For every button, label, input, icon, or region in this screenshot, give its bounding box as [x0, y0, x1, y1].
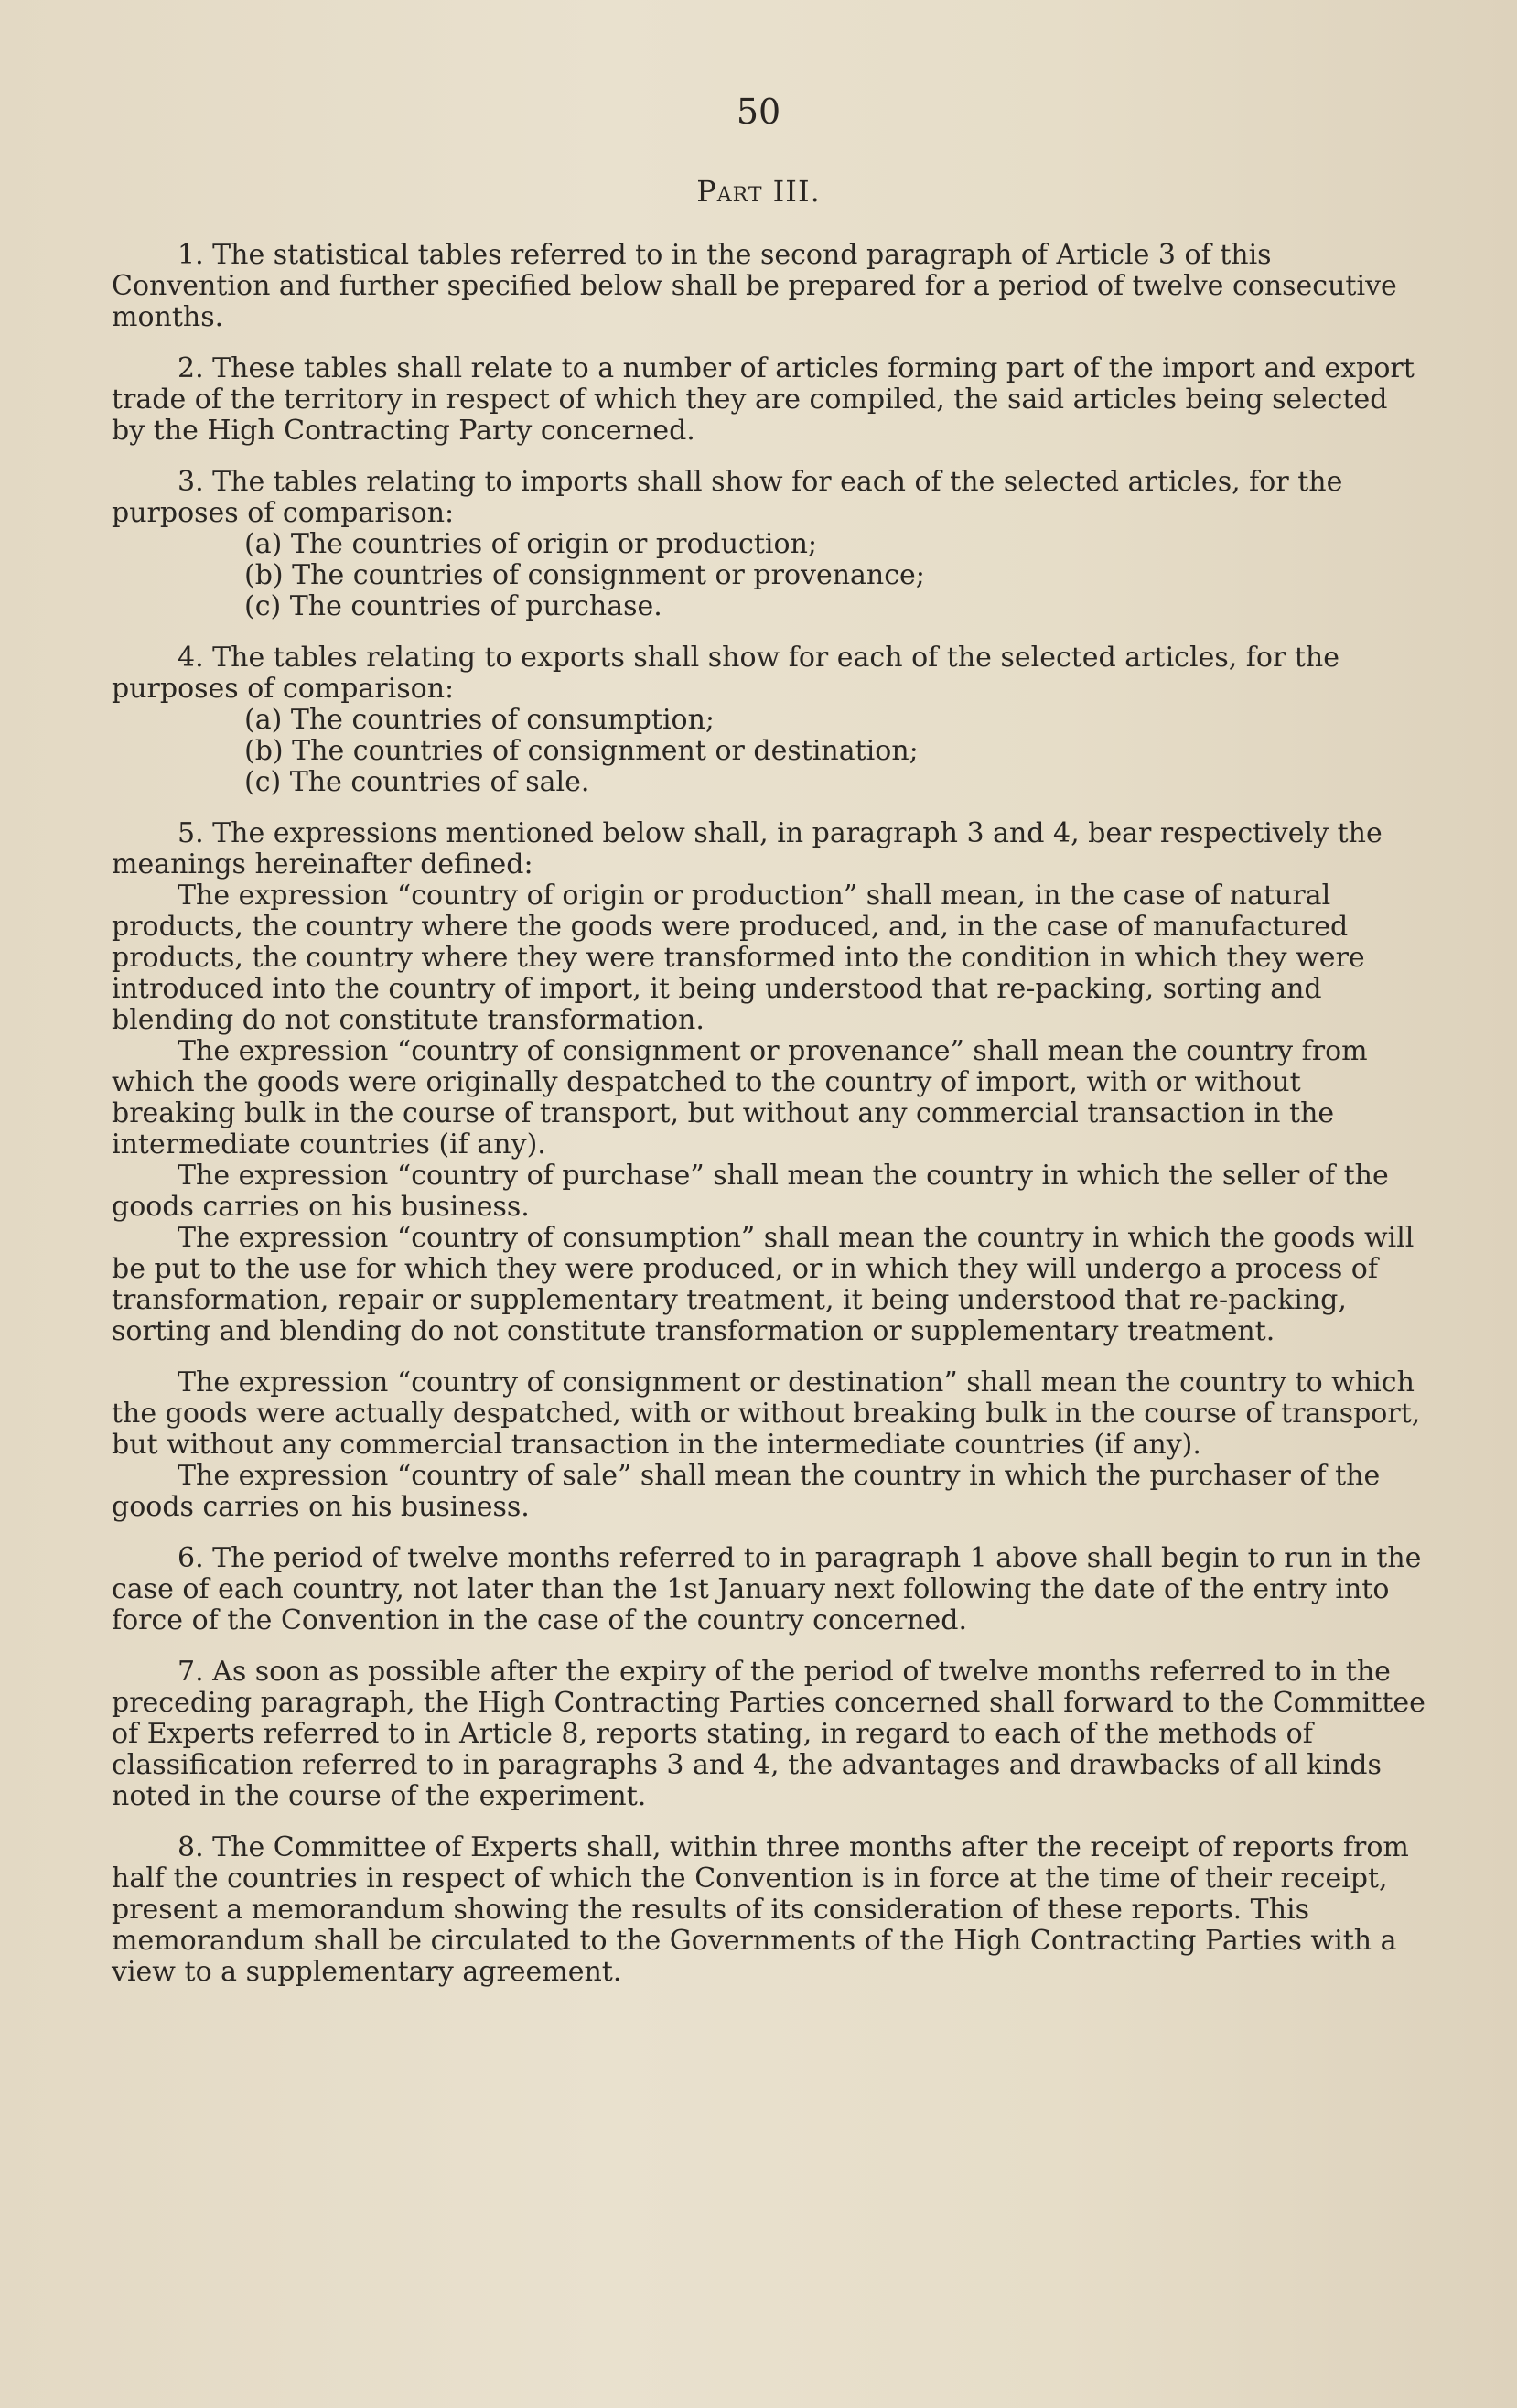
- definition-purchase: The expression “country of purchase” shall mean the country in which the seller of the goods carries on his business.: [112, 1160, 1389, 1223]
- paragraph-4-item-c: (c) The countries of sale.: [244, 766, 590, 798]
- definition-provenance: The expression “country of consignment or provenance” shall mean the country from which the goods were originally despatched to the country of import, with or without breaking bulk in the course of transport, but without any commercial transaction in the intermediate countries (if any).: [112, 1035, 1368, 1161]
- paragraph-3-item-c: (c) The countries of purchase.: [244, 590, 662, 622]
- paragraph-7: 7. As soon as possible after the expiry of the period of twelve months referred to in the preceding paragraph, the High Contracting Parties concerned shall forward to the Committee of Experts referred to in Article 8, reports stating, in regard to each of the methods of classification referred to in paragraphs 3 and 4, the advantages and drawbacks of all kinds noted in the course of the experiment.: [112, 1656, 1426, 1812]
- paragraph-3-item-a: (a) The countries of origin or production;: [244, 528, 818, 560]
- paragraph-4: 4. The tables relating to exports shall show for each of the selected articles, for the purposes of comparison:: [112, 642, 1339, 705]
- paragraph-4-item-b: (b) The countries of consignment or destination;: [244, 735, 919, 767]
- paragraph-4-item-a: (a) The countries of consumption;: [244, 704, 715, 736]
- definition-sale: The expression “country of sale” shall mean the country in which the purchaser of the goods carries on his business.: [112, 1460, 1381, 1523]
- paragraph-6: 6. The period of twelve months referred to in paragraph 1 above shall begin to run in the case of each country, not later than the 1st January next following the date of the entry into force of the Convention in the case of the country concerned.: [112, 1542, 1422, 1636]
- paragraph-1: 1. The statistical tables referred to in the second paragraph of Article 3 of this Convention and further specified below shall be prepared for a period of twelve consecutive months.: [112, 239, 1397, 333]
- page-number: 50: [736, 92, 781, 132]
- definition-consumption: The expression “country of consumption” shall mean the country in which the goods will be put to the use for which they were produced, or in which they will undergo a process of transformation, repair or supplementary treatment, it being understood that re-packing, sorting and blending do not constitute transformation or supplementary treatment.: [112, 1222, 1415, 1347]
- paragraph-3-item-b: (b) The countries of consignment or provenance;: [244, 559, 925, 591]
- definition-origin: The expression “country of origin or production” shall mean, in the case of natural products, the country where the goods were produced, and, in the case of manufactured products, the country where they were transformed into the condition in which they were introduced into the country of import, it being understood that re-packing, sorting and blending do not constitute transformation.: [112, 880, 1365, 1036]
- paragraph-5: 5. The expressions mentioned below shall, in paragraph 3 and 4, bear respectively the meanings hereinafter defined:: [112, 817, 1383, 880]
- paragraph-8: 8. The Committee of Experts shall, within three months after the receipt of reports from half the countries in respect of which the Convention is in force at the time of their receipt, present a memorandum showing the results of its consideration of these reports. This memorandum shall be circulated to the Governments of the High Contracting Parties with a view to a supplementary agreement.: [112, 1831, 1409, 1988]
- document-body: [112, 220, 1429, 1988]
- definition-destination: The expression “country of consignment or destination” shall mean the country to which the goods were actually despatched, with or without breaking bulk in the course of transport, but without any commercial transaction in the intermediate countries (if any).: [112, 1366, 1421, 1461]
- paragraph-3: 3. The tables relating to imports shall show for each of the selected articles, for the purposes of comparison:: [112, 466, 1343, 529]
- part-heading: Part III.: [696, 174, 821, 209]
- paragraph-2: 2. These tables shall relate to a number of articles forming part of the import and export trade of the territory in respect of which they are compiled, the said articles being selected by the High Contracting Party concerned.: [112, 352, 1415, 447]
